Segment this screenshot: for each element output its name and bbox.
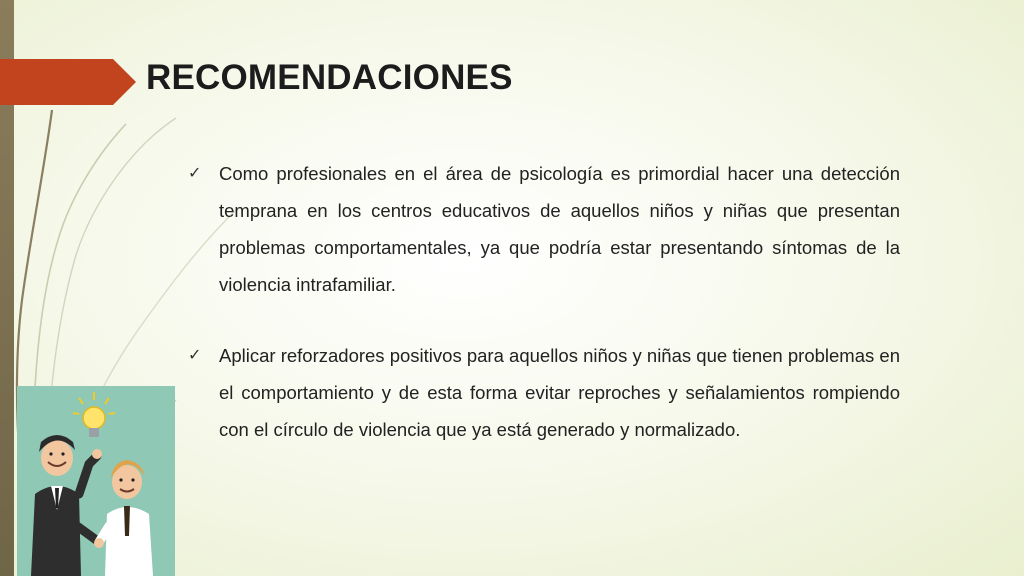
bullet-text: Aplicar reforzadores positivos para aquellos niños y niñas que tienen problemas en el comportamiento y de esta forma evitar reproches y señalamientos rompiendo con el círculo de violencia que ya está generado y normalizado. — [219, 345, 900, 440]
title-arrow-banner — [0, 59, 136, 105]
bullet-item — [188, 155, 900, 303]
checkmark-icon: ✓ — [188, 347, 202, 364]
slide-title: RECOMENDACIONES — [146, 58, 513, 97]
businessmen-handshake-illustration — [17, 386, 175, 576]
checkmark-icon: ✓ — [188, 165, 202, 182]
bullet-item — [188, 337, 900, 448]
bullet-text: Como profesionales en el área de psicología es primordial hacer una detección temprana en los centros educativos de aquellos niños y niñas que presentan problemas comportamentales, ya que podría estar presentando síntomas de la violencia intrafamiliar. — [219, 163, 900, 295]
